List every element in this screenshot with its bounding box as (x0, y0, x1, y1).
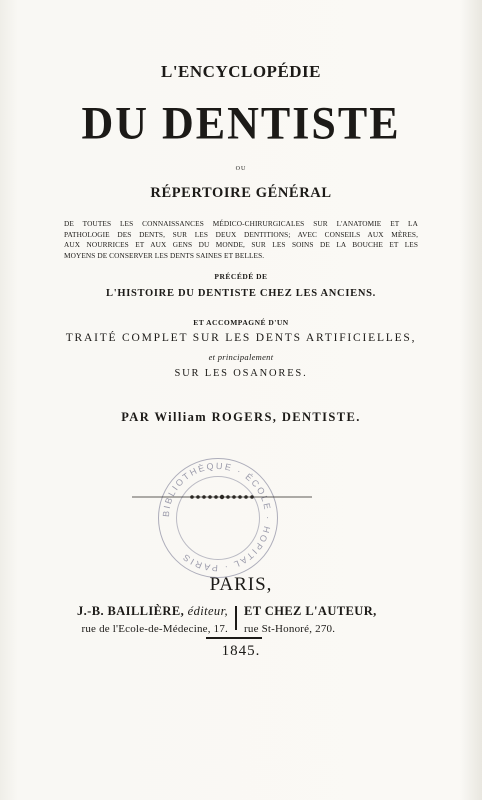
title-top: L'ENCYCLOPÉDIE (160, 62, 322, 81)
preceded-by: PRÉCÉDÉ DE (214, 272, 268, 281)
publisher-left-name-line (28, 604, 228, 619)
place-of-publication: PARIS, (209, 574, 273, 595)
ornamental-rule (132, 494, 312, 500)
publisher-left-name: J.-B. BAILLIÈRE, (76, 604, 185, 618)
main-title: DU DENTISTE (81, 97, 401, 150)
principally: et principalement (208, 352, 274, 362)
osanores-line: SUR LES OSANORES. (174, 368, 308, 379)
description-line: DE TOUTES LES CONNAISSANCES MÉDICO-CHIRURGICALES SUR L'ANATOMIE ET LA (64, 219, 418, 228)
publisher-right-address: rue St-Honoré, 270. (244, 623, 336, 635)
library-stamp-text (158, 458, 276, 576)
publisher-left-address: rue de l'Ecole-de-Médecine, 17. (81, 623, 228, 635)
publisher-left-role: éditeur, (187, 604, 228, 618)
subtitle: RÉPERTOIRE GÉNÉRAL (150, 185, 332, 201)
publisher-right-name: ET CHEZ L'AUTEUR, (244, 604, 377, 618)
description-line: AUX NOURRICES ET AUX GENS DU MONDE, SUR LES SOINS DE LA BOUCHE ET LES (64, 240, 418, 250)
publisher-divider (235, 606, 237, 630)
year-rule (206, 637, 262, 639)
description-block (64, 219, 418, 261)
description-line: MOYENS DE CONSERVER LES DENTS SAINES ET BELLES. (64, 250, 265, 260)
treatise-line: TRAITÉ COMPLET SUR LES DENTS ARTIFICIELLES, (65, 332, 417, 344)
conjunction-ou: ou (235, 163, 247, 172)
publisher-right (244, 604, 444, 635)
publication-year: 1845. (221, 643, 261, 659)
description-line: PATHOLOGIE DES DENTS, SUR LES DEUX DENTITIONS; AVEC CONSEILS AUX MÈRES, (64, 229, 418, 239)
history-line: L'HISTOIRE DU DENTISTE CHEZ LES ANCIENS. (106, 288, 376, 299)
publisher-left (28, 604, 228, 635)
accompanied-by: ET ACCOMPAGNÉ D'UN (193, 318, 289, 327)
svg-text:BIBLIOTHÈQUE · ÉCOLE · HOPITAL: BIBLIOTHÈQUE · ÉCOLE · HOPITAL · PARIS (160, 460, 274, 574)
author-line: PAR William ROGERS, DENTISTE. (121, 410, 361, 424)
